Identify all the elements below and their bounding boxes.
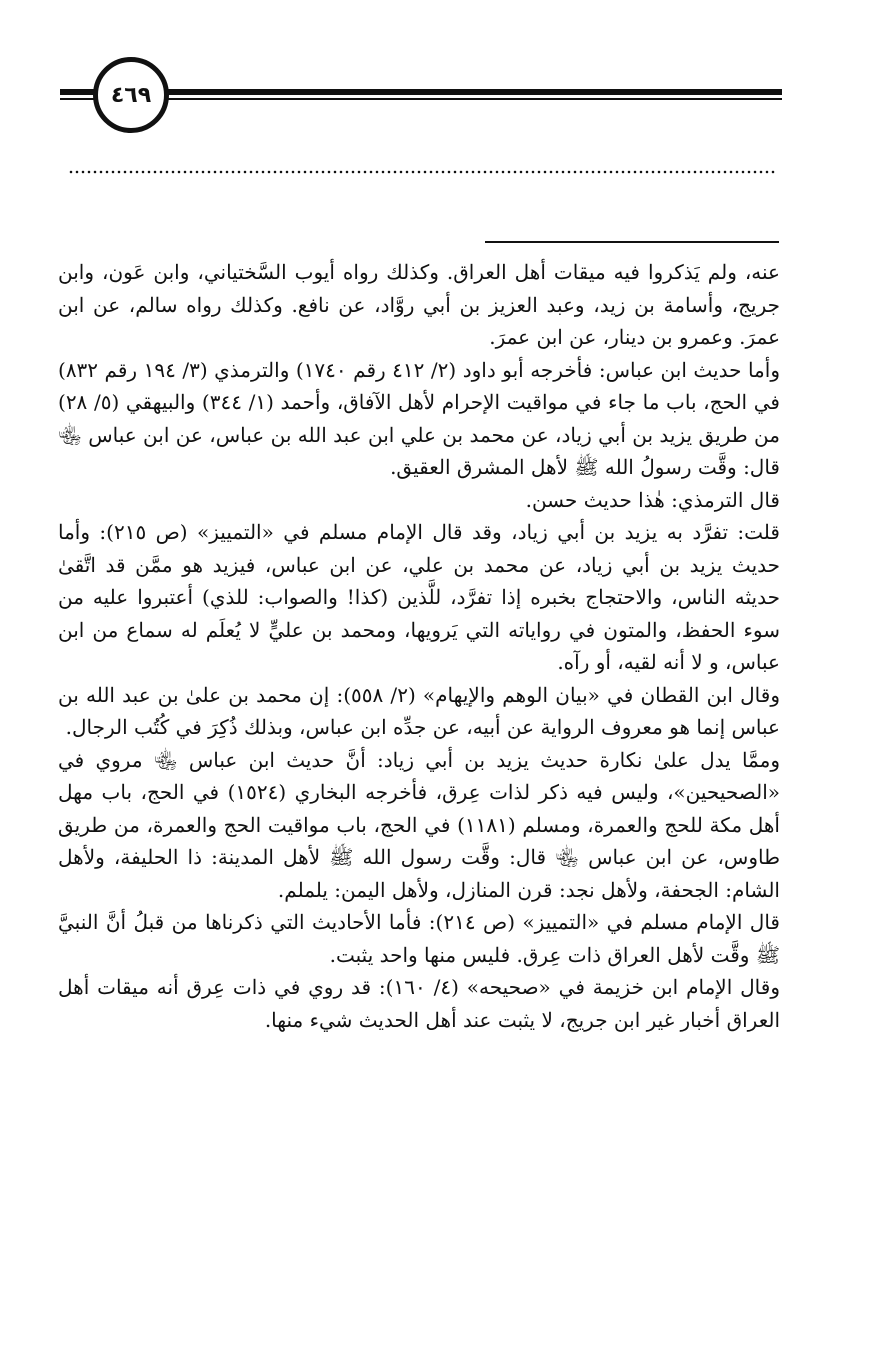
paragraph: وأما حديث ابن عباس: فأخرجه أبو داود (٢/ ٤١٢ رقم ١٧٤٠) والترمذي (٣/ ١٩٤ رقم ٨٣٢) في الحج، باب ما جاء في مواقيت الإحرام لأهل الآفاق، وأحمد (١/ ٣٤٤) والبيهقي (٥/ ٢٨) من طريق يزيد بن أبي زياد، عن محمد بن علي ابن عبد الله بن عباس، عن ابن عباس ﵄ قال: وقَّت رسولُ الله ﷺ لأهل المشرق العقيق. [58,357,780,479]
paragraph: وممَّا يدل علىٰ نكارة حديث يزيد بن أبي زياد: أنَّ حديث ابن عباس ﵄ مروي في «الصحيحين»، وليس فيه ذكر لذات عِرق، فأخرجه البخاري (١٥٢٤) في الحج، باب مهل أهل مكة للحج والعمرة، ومسلم (١١٨١) في الحج، باب مواقيت الحج والعمرة، من طريق طاوس، عن ابن عباس ﵄ قال: وقَّت رسول الله ﷺ لأهل المدينة: ذا الحليفة، ولأهل الشام: الجحفة، ولأهل نجد: قرن المنازل، ولأهل اليمن: يلملم. [58,747,780,902]
paragraph: قلت: تفرَّد به يزيد بن أبي زياد، وقد قال الإمام مسلم في «التمييز» (ص ٢١٥): وأما حديث يزيد بن أبي زياد، عن محمد بن علي، عن ابن عباس، فيزيد هو ممَّن قد اتَّقىٰ حديثه الناس، والاحتجاج بخبره إذا تفرَّد، للَّذين (كذا! والصواب: للذي) أعتبروا عليه من سوء الحفظ، والمتون في رواياته التي يَرويها، ومحمد بن عليٍّ لا يُعلَم له سماع من ابن عباس، و لا أنه لقيه، أو رآه. [58,520,780,674]
page-number: ٤٦٩ [110,82,152,108]
page-number-badge [93,57,169,133]
paragraph: وقال الإمام ابن خزيمة في «صحيحه» (٤/ ١٦٠): قد روي في ذات عِرق أنه ميقات أهل العراق أخبار غير ابن جريج، لا يثبت عند أهل الحديث شيء منها. [58,975,780,1032]
footnote-text [58,256,780,1036]
paragraph: وقال ابن القطان في «بيان الوهم والإيهام» (٢/ ٥٥٨): إن محمد بن علىٰ بن عبد الله بن عباس إنما هو معروف الرواية عن أبيه، عن جدِّه ابن عباس، وبذلك ذُكِرَ في كُتُب الرجال. [58,682,780,739]
page-header [0,0,873,140]
dotted-divider [68,170,776,174]
paragraph: قال الترمذي: هٰذا حديث حسن. [525,487,780,512]
paragraph: عنه، ولم يَذكروا فيه ميقات أهل العراق. وكذلك رواه أيوب السَّختياني، وابن عَون، وابن جريج، وأسامة بن زيد، وعبد العزيز بن أبي روَّاد، عن نافع. وكذلك رواه سالم، عن ابن عمرَ. وعمرو بن دينار، عن ابن عمرَ. [58,260,780,349]
paragraph: قال الإمام مسلم في «التمييز» (ص ٢١٤): فأما الأحاديث التي ذكرناها من قبلُ أنَّ النبيَّ ﷺ وقَّت لأهل العراق ذات عِرق. فليس منها واحد يثبت. [58,910,780,967]
footnote-separator [485,241,779,243]
